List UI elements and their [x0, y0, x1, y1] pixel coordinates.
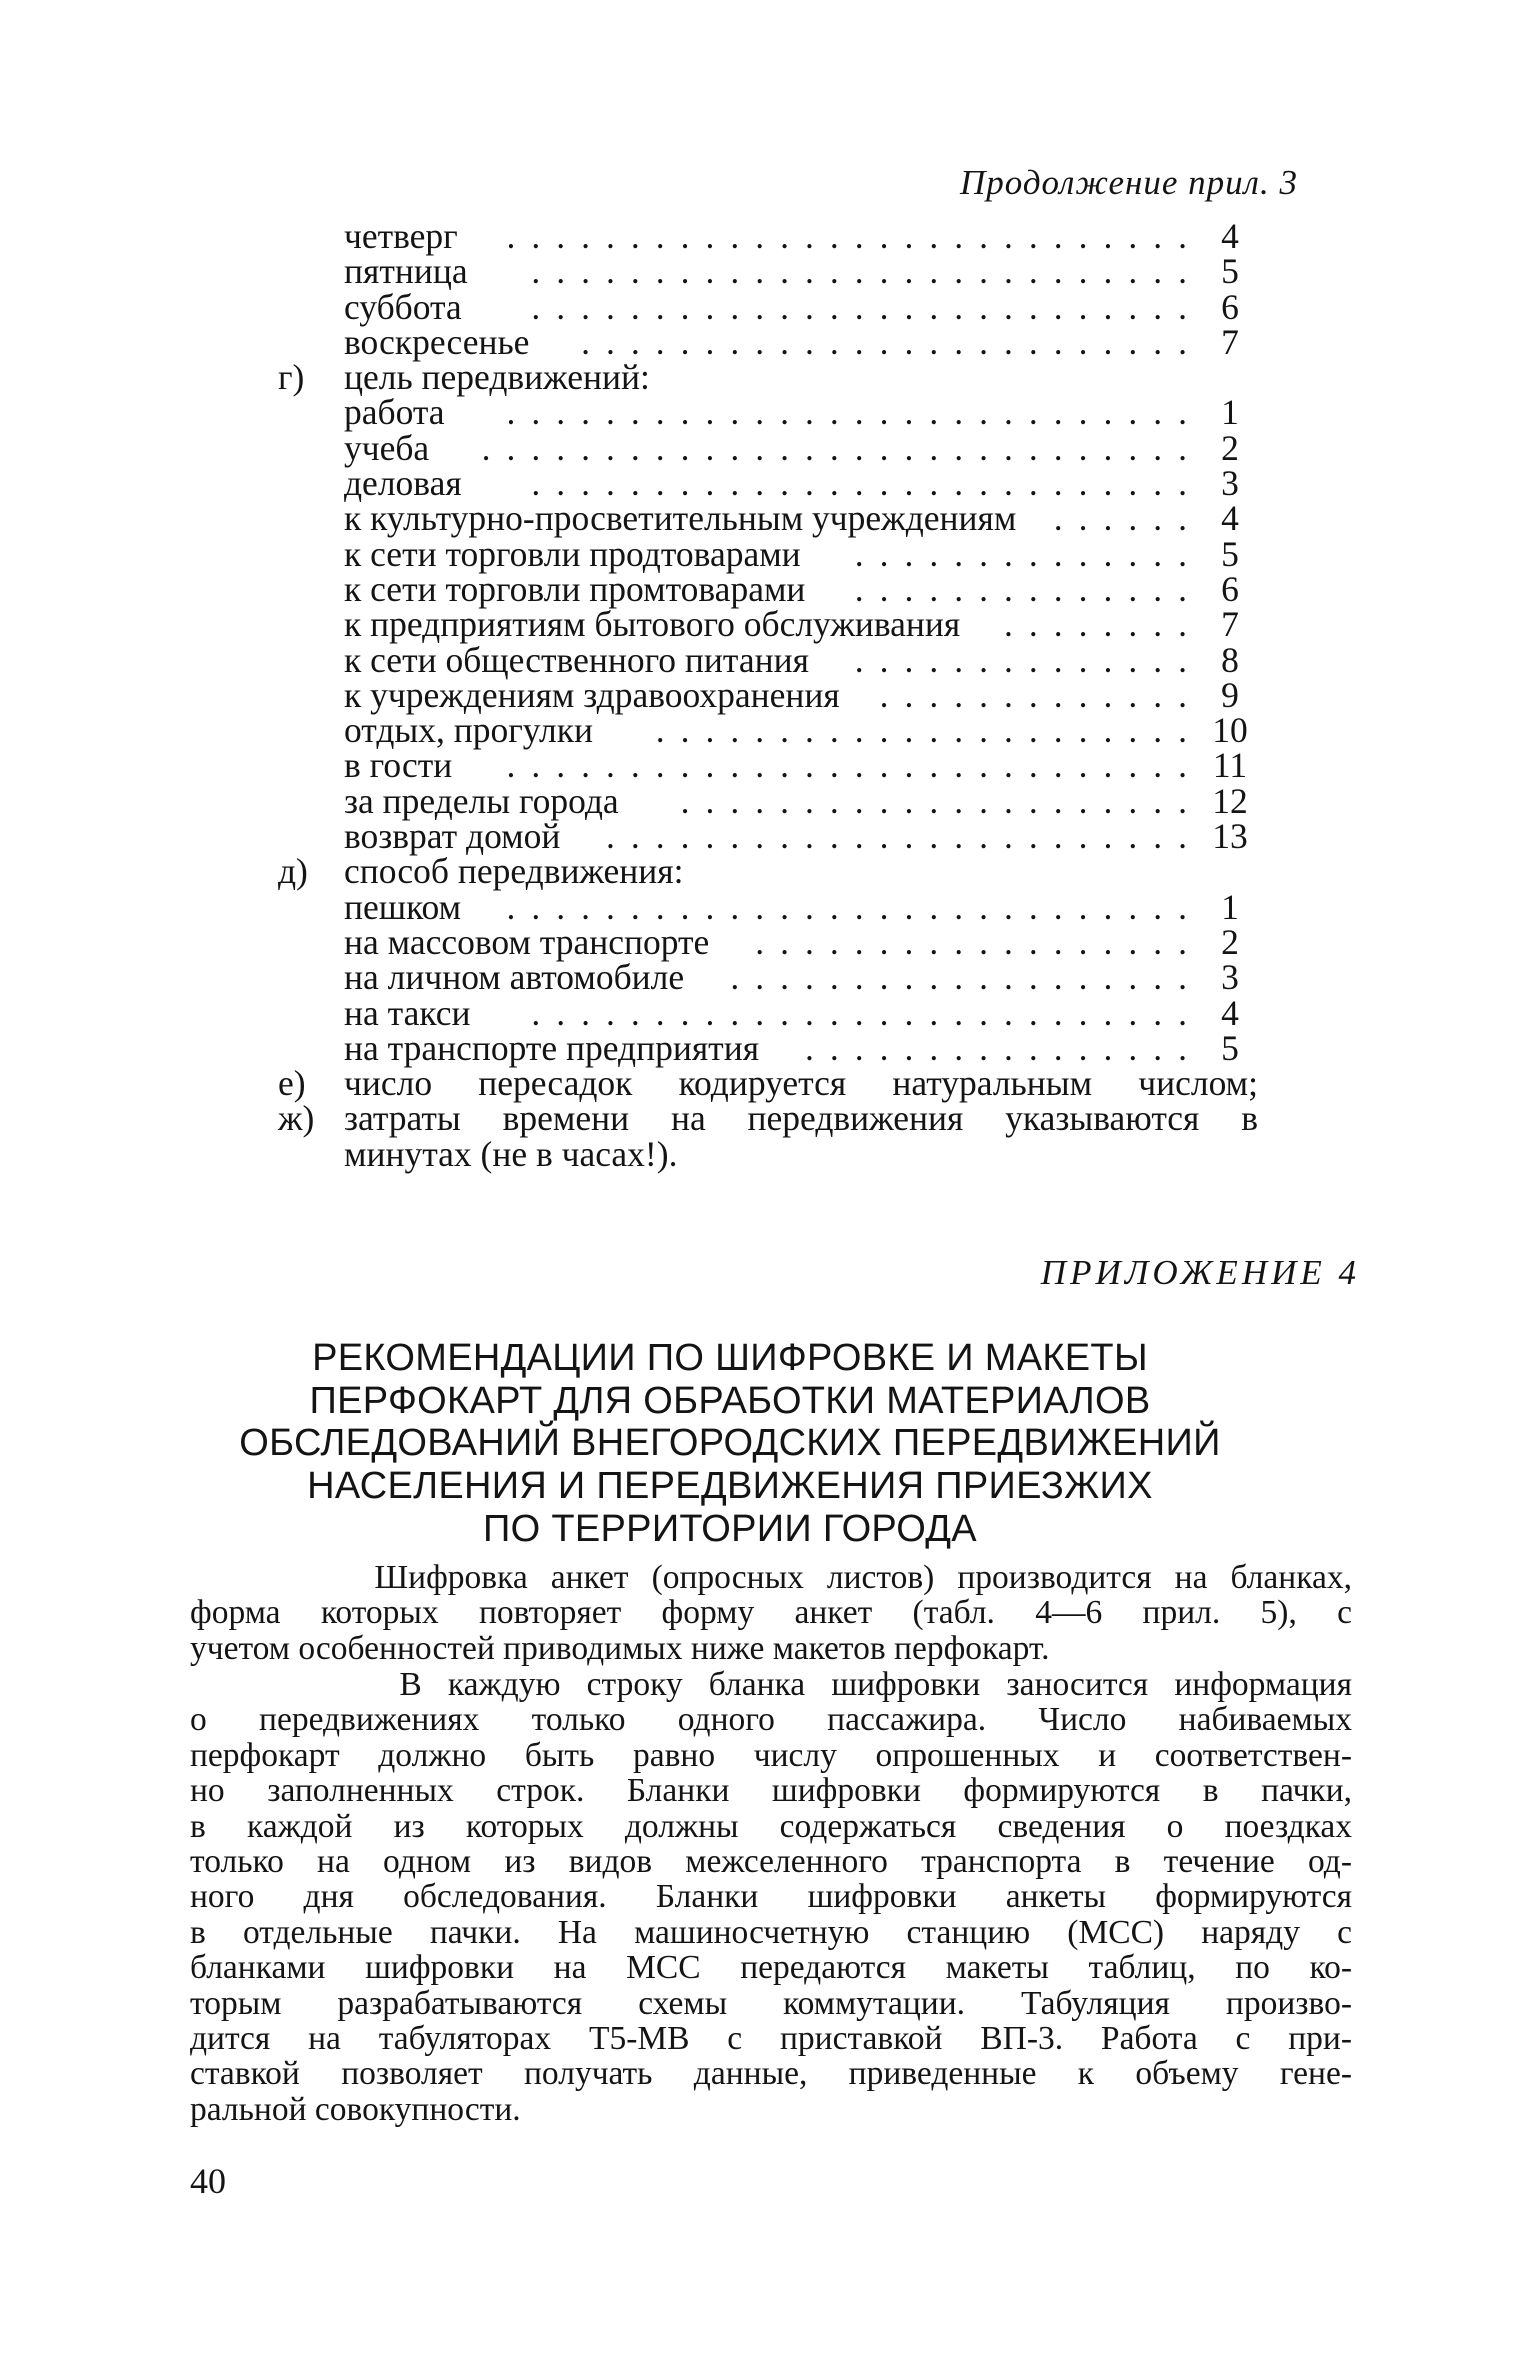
list-item-code: 5	[1221, 251, 1239, 292]
dot-leader: ...........................	[531, 992, 1203, 1033]
list-item-text: цель передвижений:	[344, 357, 650, 398]
list-item-code: 3	[1221, 957, 1239, 998]
list-item-text: на личном автомобиле	[344, 957, 685, 998]
appendix-title	[230, 1337, 1230, 1551]
list-item-code: 2	[1221, 921, 1239, 962]
text-line: только на одном из видов межселенного транспорта в течение од-	[190, 1843, 1352, 1881]
title-line: ПЕРФОКАРТ ДЛЯ ОБРАБОТКИ МАТЕРИАЛОВ	[309, 1379, 1151, 1422]
dot-leader: ........................	[606, 816, 1203, 857]
list-item-letter: г)	[278, 357, 305, 398]
text-line: ральной совокупности.	[190, 2090, 521, 2128]
text-line: перфокарт должно быть равно числу опрошенных и соответствен-	[190, 1736, 1352, 1774]
list-item-text: к сети общественного питания	[344, 639, 809, 680]
dot-leader: ...........................	[531, 251, 1203, 292]
list-item-code: 6	[1221, 286, 1239, 327]
dot-leader: ............................	[506, 886, 1203, 927]
list-item-text: пятница	[344, 251, 468, 292]
title-line: ПО ТЕРРИТОРИИ ГОРОДА	[483, 1507, 977, 1550]
dot-leader: ................	[805, 1027, 1203, 1068]
paragraph-2	[190, 1667, 1352, 2127]
dot-leader: ..............	[854, 568, 1203, 609]
list-item-text: деловая	[344, 463, 462, 504]
list-item-text: суббота	[344, 286, 462, 327]
text-line: учетом особенностей приводимых ниже макетов перфокарт.	[190, 1629, 1050, 1667]
appendix-label: ПРИЛОЖЕНИЕ 4	[1040, 1253, 1360, 1292]
list-item	[278, 1063, 1258, 1104]
list-item	[278, 921, 1258, 962]
dot-leader: .............	[879, 674, 1203, 715]
list-item	[278, 851, 1258, 892]
list-item	[278, 816, 1258, 857]
list-item	[278, 710, 1258, 751]
paragraph-1	[190, 1560, 1352, 1666]
dot-leader: ..............	[854, 533, 1203, 574]
list-item-code: 4	[1221, 992, 1239, 1033]
text-line: дится на табуляторах Т5-МВ с приставкой ВП-3. Работа с при-	[190, 2020, 1352, 2058]
list-item-code: 10	[1212, 710, 1248, 751]
list-item-text: работа	[344, 392, 445, 433]
list-item-code: 11	[1212, 745, 1248, 786]
text-line: в каждой из которых должны содержаться сведения о поездках	[190, 1807, 1352, 1845]
dot-leader: ........	[1004, 604, 1203, 645]
list-item-text: в гости	[344, 745, 453, 786]
list-item	[278, 780, 1258, 821]
dot-leader: ..................	[755, 921, 1203, 962]
list-item	[278, 286, 1258, 327]
dot-leader: ...........................	[531, 286, 1203, 327]
list-item-code: 5	[1221, 1027, 1239, 1068]
continuation-header: Продолжение прил. 3	[960, 163, 1298, 202]
dot-leader: ......	[1053, 498, 1203, 539]
dot-leader: ............................	[506, 392, 1203, 433]
dot-leader: .............................	[481, 427, 1203, 468]
code-list	[278, 216, 1258, 1174]
list-item-code: 12	[1212, 780, 1248, 821]
list-item-code: 7	[1221, 604, 1239, 645]
title-line: РЕКОМЕНДАЦИИ ПО ШИФРОВКЕ И МАКЕТЫ	[312, 1337, 1148, 1379]
list-item-code: 9	[1221, 674, 1239, 715]
list-item	[278, 1133, 1258, 1174]
text-line: бланками шифровки на МСС передаются макеты таблиц, по ко-	[190, 1949, 1352, 1987]
list-item-code: 4	[1221, 498, 1239, 539]
dot-leader: ...................	[730, 957, 1203, 998]
list-item-code: 2	[1221, 427, 1239, 468]
dot-leader: .........................	[581, 321, 1203, 362]
list-item-text: на транспорте предприятия	[344, 1027, 760, 1068]
list-item-text: минутах (не в часах!).	[344, 1133, 678, 1174]
list-item	[278, 392, 1258, 433]
list-item	[278, 604, 1258, 645]
list-item-text: к учреждениям здравоохранения	[344, 674, 840, 715]
list-item-code: 13	[1212, 816, 1248, 857]
title-line: ОБСЛЕДОВАНИЙ ВНЕГОРОДСКИХ ПЕРЕДВИЖЕНИЙ	[239, 1422, 1221, 1465]
list-item	[278, 1098, 1258, 1139]
list-item-text: на такси	[344, 992, 471, 1033]
list-item	[278, 639, 1258, 680]
list-item	[278, 992, 1258, 1033]
list-item	[278, 1027, 1258, 1068]
dot-leader: .....................	[680, 780, 1203, 821]
dot-leader: ............................	[506, 745, 1203, 786]
list-item	[278, 745, 1258, 786]
list-item-text: учеба	[344, 427, 430, 468]
list-item-letter: ж)	[278, 1098, 315, 1139]
text-line: в отдельные пачки. На машиносчетную станцию (МСС) наряду с	[190, 1913, 1352, 1951]
text-line: ставкой позволяет получать данные, приведенные к объему гене-	[190, 2055, 1352, 2093]
dot-leader: ...........................	[531, 463, 1203, 504]
page-number: 40	[190, 2161, 226, 2201]
text-line: торым разрабатываются схемы коммутации. Табуляция произво-	[190, 1984, 1352, 2022]
list-item-letter: е)	[278, 1063, 306, 1104]
text-line: Шифровка анкет (опросных листов) производится на бланках,	[190, 1559, 1352, 1596]
title-line: НАСЕЛЕНИЯ И ПЕРЕДВИЖЕНИЯ ПРИЕЗЖИХ	[307, 1465, 1153, 1508]
list-item	[278, 357, 1258, 398]
text-line: о передвижениях только одного пассажира. Число набиваемых	[190, 1701, 1352, 1739]
list-item-code: 7	[1221, 321, 1239, 362]
list-item	[278, 568, 1258, 609]
list-item-code: 3	[1221, 463, 1239, 504]
list-item-text: к предприятиям бытового обслуживания	[344, 604, 961, 645]
list-item-text: отдых, прогулки	[344, 710, 593, 751]
list-item	[278, 498, 1258, 539]
text-line: ного дня обследования. Бланки шифровки анкеты формируются	[190, 1878, 1352, 1916]
list-item-letter: д)	[278, 851, 308, 892]
list-item	[278, 533, 1258, 574]
list-item-text: к культурно-просветительным учреждениям	[344, 498, 1017, 539]
dot-leader: ......................	[655, 710, 1203, 751]
list-item-code: 1	[1221, 886, 1239, 927]
list-item-code: 4	[1221, 216, 1239, 256]
list-item	[278, 886, 1258, 927]
list-item-text: способ передвижения:	[344, 851, 684, 892]
list-item-text: число пересадок кодируется натуральным числом;	[344, 1063, 1258, 1104]
list-item-code: 6	[1221, 568, 1239, 609]
dot-leader: ..............	[854, 639, 1203, 680]
list-item	[278, 216, 1258, 256]
list-item-code: 5	[1221, 533, 1239, 574]
list-item-text: пешком	[344, 886, 462, 927]
text-line: но заполненных строк. Бланки шифровки формируются в пачки,	[190, 1772, 1352, 1810]
list-item-text: на массовом транспорте	[344, 921, 710, 962]
list-item	[278, 463, 1258, 504]
list-item	[278, 427, 1258, 468]
list-item-text: к сети торговли продтоварами	[344, 533, 801, 574]
dot-leader: ............................	[506, 216, 1203, 256]
list-item-text: за пределы города	[344, 780, 619, 821]
text-line: В каждую строку бланка шифровки заносится информация	[190, 1666, 1352, 1703]
list-item	[278, 251, 1258, 292]
list-item-text: возврат домой	[344, 816, 561, 857]
list-item-text: воскресенье	[344, 321, 530, 362]
list-item	[278, 957, 1258, 998]
list-item-code: 8	[1221, 639, 1239, 680]
list-item-text: к сети торговли промтоварами	[344, 568, 806, 609]
list-item	[278, 321, 1258, 362]
list-item-code: 1	[1221, 392, 1239, 433]
list-item-text: четверг	[344, 216, 458, 256]
list-item	[278, 674, 1258, 715]
text-line: форма которых повторяет форму анкет (табл. 4—6 прил. 5), с	[190, 1594, 1352, 1632]
list-item-text: затраты времени на передвижения указываются в	[344, 1098, 1258, 1139]
